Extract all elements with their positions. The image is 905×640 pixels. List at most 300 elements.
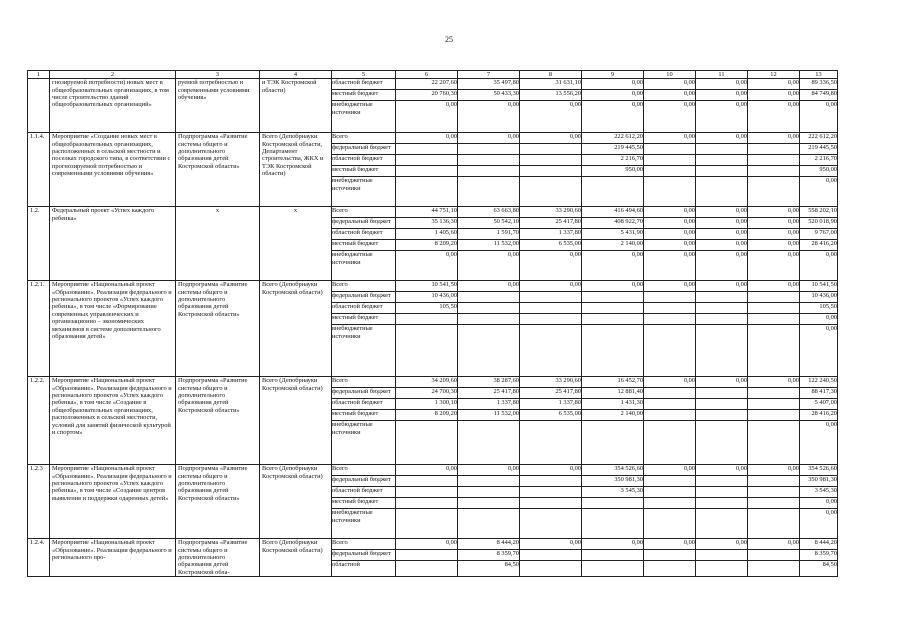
amount-c12-value [748, 399, 800, 410]
amount-c10 [644, 133, 696, 207]
amount-c7-value: 0,00 [458, 133, 520, 144]
amount-c6-value [396, 561, 458, 571]
amount-c11-value: 0,00 [696, 79, 748, 90]
amount-c8-value: 6 535,00 [520, 410, 582, 421]
amount-c13 [800, 207, 838, 281]
amount-c8-value [520, 166, 582, 177]
amount-c11-value: 0,00 [735, 251, 747, 259]
amount-c13-value: 122 240,50 [800, 377, 838, 388]
page-number: 25 [445, 35, 453, 44]
amount-c11-value [696, 476, 748, 487]
amount-c11-value: 0,00 [696, 218, 748, 229]
amount-c9 [582, 79, 644, 133]
funding-source-value: областной бюджет [332, 229, 396, 240]
funding-source-value: федеральный бюджет [332, 476, 396, 487]
amount-c8-value: 0,00 [569, 251, 581, 259]
funding-source [332, 539, 396, 577]
amount-c9 [582, 377, 644, 465]
amount-c13-value: 88 417,30 [800, 388, 838, 399]
amount-c8 [520, 377, 582, 465]
funding-source-value: местный бюджет [332, 90, 396, 101]
amount-c8-value: 1 337,80 [520, 399, 582, 410]
amount-c8-value: 0,00 [520, 281, 582, 292]
amount-c7 [458, 133, 520, 207]
amount-c8-value: 0,00 [520, 539, 582, 550]
activity-name: Мероприятие «Национальный проект «Образование». Реализация федерального и регионального проектов «Успех каждого ребенка», в том числе «Создание центров выявления и поддержки одаренных детей» [50, 465, 176, 539]
amount-c9-value: 2 140,00 [582, 410, 644, 421]
row-number: 1.2.2. [28, 377, 50, 465]
executor-name: Всего (Депобрнауки Костромской области) [260, 281, 332, 377]
amount-c6-value: 105,50 [396, 303, 458, 314]
amount-c10-value [644, 421, 696, 431]
amount-c11-value: 0,00 [696, 133, 748, 144]
amount-c12-value [748, 155, 800, 166]
column-number: 12 [748, 71, 800, 79]
amount-c9-value: 0,00 [582, 539, 644, 550]
amount-c8-value [520, 292, 582, 303]
amount-c11-value [696, 325, 748, 335]
amount-c7-value [458, 177, 520, 187]
amount-c6 [396, 377, 458, 465]
amount-c11-value [696, 388, 748, 399]
amount-c12-value [748, 144, 800, 155]
amount-c9-value [582, 303, 644, 314]
amount-c9-value: 0,00 [582, 281, 644, 292]
amount-c12 [748, 377, 800, 465]
amount-c7-value: 0,00 [458, 281, 520, 292]
amount-c13-value: 28 416,20 [800, 410, 838, 421]
amount-c12-value: 0,00 [748, 207, 800, 218]
amount-c13-value: 222 612,20 [800, 133, 838, 144]
amount-c11-value [696, 509, 748, 519]
amount-c13-value: 520 018,90 [800, 218, 838, 229]
amount-c6-value: 1 300,10 [396, 399, 458, 410]
amount-c12-value [748, 561, 800, 571]
amount-c6-value [396, 144, 458, 155]
row-number: 1.2.4. [28, 539, 50, 577]
executor-name: Всего (Депобрнауки Костромской области) [260, 539, 332, 577]
amount-c10-value: 0,00 [644, 377, 696, 388]
amount-c9-value: 0,00 [631, 251, 643, 259]
amount-c8-value: 25 417,80 [520, 218, 582, 229]
amount-c8-value [520, 487, 582, 498]
amount-c9-value [582, 314, 644, 325]
funding-source [332, 465, 396, 539]
amount-c10-value [644, 292, 696, 303]
amount-c8-value [520, 325, 582, 335]
amount-c13 [800, 281, 838, 377]
amount-c11-value [696, 550, 748, 561]
amount-c6-value: 10 541,50 [396, 281, 458, 292]
amount-c7-value [458, 476, 520, 487]
executor-name: Всего (Депобрнауки Костромской области) [260, 377, 332, 465]
amount-c12-value [748, 487, 800, 498]
amount-c13-value: 219 445,50 [800, 144, 838, 155]
amount-c13 [800, 465, 838, 539]
amount-c7-value [458, 303, 520, 314]
amount-c6 [396, 133, 458, 207]
amount-c9-value [582, 561, 644, 571]
amount-c8-value [520, 550, 582, 561]
amount-c13-value: 84,50 [822, 561, 837, 569]
amount-c8-value [520, 421, 582, 431]
amount-c6-value: 34 209,60 [396, 377, 458, 388]
table-row [28, 465, 838, 539]
amount-c12-value: 0,00 [748, 90, 800, 101]
funding-source [332, 79, 396, 133]
amount-c6-value: 0,00 [445, 251, 457, 259]
amount-c7 [458, 377, 520, 465]
amount-c9-value: 3 545,30 [582, 487, 644, 498]
amount-c11 [696, 79, 748, 133]
amount-c11-value [696, 155, 748, 166]
amount-c6-value [396, 421, 458, 431]
amount-c11-value [696, 487, 748, 498]
amount-c8-value: 31 631,10 [520, 79, 582, 90]
amount-c10-value: 0,00 [644, 539, 696, 550]
funding-source-value: местный бюджет [332, 240, 396, 251]
amount-c8-value: 0,00 [520, 465, 582, 476]
table-row [28, 207, 838, 281]
amount-c13-value: 0,00 [825, 509, 837, 517]
amount-c13-value: 950,00 [800, 166, 838, 177]
amount-c10-value [644, 498, 696, 509]
funding-source-value: областной бюджет [332, 79, 396, 90]
amount-c10-value: 0,00 [644, 207, 696, 218]
amount-c10-value [644, 487, 696, 498]
amount-c6 [396, 207, 458, 281]
amount-c11-value: 0,00 [696, 377, 748, 388]
amount-c6-value [396, 476, 458, 487]
program-name: Подпрограмма «Развитие системы общего и дополнительного образования детей Костромской области» [176, 133, 260, 207]
amount-c10-value: 0,00 [644, 90, 696, 101]
amount-c11 [696, 133, 748, 207]
amount-c6-value [396, 314, 458, 325]
amount-c8-value [520, 303, 582, 314]
table-row [28, 377, 838, 465]
amount-c10-value: 0,00 [644, 281, 696, 292]
amount-c11-value [696, 410, 748, 421]
funding-source-value: Всего [332, 465, 396, 476]
amount-c13-value: 10 436,00 [800, 292, 838, 303]
amount-c13-value: 350 981,30 [800, 476, 838, 487]
amount-c8 [520, 281, 582, 377]
amount-c9 [582, 539, 644, 577]
column-number: 10 [644, 71, 696, 79]
amount-c6-value [396, 487, 458, 498]
amount-c12-value: 0,00 [748, 465, 800, 476]
amount-c6-value: 8 209,20 [396, 240, 458, 251]
amount-c8-value [520, 561, 582, 571]
amount-c7-value: 8 359,70 [458, 550, 520, 561]
table-row [28, 539, 838, 577]
funding-source-value: местный бюджет [332, 314, 396, 325]
executor-name: Всего (Депобрнауки Костромской области) [260, 465, 332, 539]
amount-c8-value: 0,00 [520, 133, 582, 144]
funding-source-value: внебюджетные источники [332, 251, 373, 266]
funding-source-value: областной бюджет [332, 155, 396, 166]
activity-name: Мероприятие «Национальный проект «Образование». Реализация федерального и регионального проектов «Успех каждого ребенка», в том числе «Формирование современных управленческих и организационно – экономических механизмов в системе дополнительного образования детей» [50, 281, 176, 377]
program-name: Подпрограмма «Развитие системы общего и дополнительного образования детей Костромской обла- [176, 539, 260, 577]
amount-c9-value: 408 922,70 [582, 218, 644, 229]
amount-c13-value: 8 359,70 [800, 550, 838, 561]
funding-source-value: федеральный бюджет [332, 550, 396, 561]
amount-c13 [800, 133, 838, 207]
table-row [28, 281, 838, 377]
amount-c9-value: 1 431,30 [582, 399, 644, 410]
amount-c6-value: 44 751,10 [396, 207, 458, 218]
amount-c10 [644, 207, 696, 281]
amount-c8-value [520, 155, 582, 166]
amount-c8 [520, 539, 582, 577]
amount-c9-value: 12 881,40 [582, 388, 644, 399]
amount-c10 [644, 465, 696, 539]
amount-c9-value [582, 325, 644, 335]
amount-c13 [800, 79, 838, 133]
amount-c8-value: 6 535,00 [520, 240, 582, 251]
amount-c12-value [748, 421, 800, 431]
amount-c12-value [748, 303, 800, 314]
funding-source [332, 281, 396, 377]
amount-c7 [458, 79, 520, 133]
amount-c9-value: 354 526,60 [582, 465, 644, 476]
amount-c8-value [520, 314, 582, 325]
amount-c12-value: 0,00 [748, 133, 800, 144]
funding-source-value: Всего [332, 539, 396, 550]
amount-c13-value: 0,00 [825, 177, 837, 185]
funding-source [332, 133, 396, 207]
amount-c10-value [644, 177, 696, 187]
amount-c6-value: 0,00 [396, 539, 458, 550]
amount-c13-value: 84 749,80 [800, 90, 838, 101]
amount-c7-value [458, 292, 520, 303]
amount-c6-value: 0,00 [396, 133, 458, 144]
amount-c11-value [696, 421, 748, 431]
amount-c7-value: 0,00 [458, 465, 520, 476]
column-number: 13 [800, 71, 838, 79]
amount-c10-value [644, 155, 696, 166]
amount-c13-value: 9 767,00 [800, 229, 838, 240]
amount-c7-value: 1 591,70 [458, 229, 520, 240]
amount-c10-value [644, 476, 696, 487]
amount-c7-value: 1 337,80 [458, 399, 520, 410]
amount-c10-value [644, 410, 696, 421]
amount-c10-value: 0,00 [644, 133, 696, 144]
amount-c6-value [396, 155, 458, 166]
amount-c12-value: 0,00 [787, 101, 799, 109]
amount-c7-value: 25 417,80 [458, 388, 520, 399]
amount-c7-value: 0,00 [507, 101, 519, 109]
amount-c12-value [748, 177, 800, 187]
amount-c7-value [458, 325, 520, 335]
funding-source-value: федеральный бюджет [332, 144, 396, 155]
amount-c7-value: 35 497,80 [458, 79, 520, 90]
amount-c7 [458, 539, 520, 577]
amount-c9 [582, 133, 644, 207]
amount-c11-value: 0,00 [735, 101, 747, 109]
amount-c8-value: 0,00 [569, 101, 581, 109]
amount-c9-value: 416 494,60 [582, 207, 644, 218]
amount-c11 [696, 207, 748, 281]
amount-c12-value [748, 550, 800, 561]
amount-c13-value: 28 416,20 [800, 240, 838, 251]
amount-c11-value: 0,00 [696, 207, 748, 218]
amount-c11 [696, 281, 748, 377]
amount-c7-value: 11 532,00 [458, 410, 520, 421]
amount-c7-value: 63 663,80 [458, 207, 520, 218]
amount-c11-value: 0,00 [696, 240, 748, 251]
amount-c7 [458, 465, 520, 539]
amount-c6-value: 22 207,60 [396, 79, 458, 90]
amount-c11 [696, 465, 748, 539]
amount-c13-value: 5 407,00 [800, 399, 838, 410]
amount-c12-value [748, 388, 800, 399]
amount-c6-value: 20 760,30 [396, 90, 458, 101]
amount-c8-value [520, 144, 582, 155]
amount-c9-value [582, 498, 644, 509]
amount-c13-value: 2 216,70 [800, 155, 838, 166]
amount-c11 [696, 377, 748, 465]
amount-c10-value [644, 166, 696, 177]
activity-name: Федеральный проект «Успех каждого ребенка» [50, 207, 176, 281]
amount-c11-value: 0,00 [696, 465, 748, 476]
funding-source-value: федеральный бюджет [332, 388, 396, 399]
amount-c8 [520, 465, 582, 539]
amount-c10-value [644, 325, 696, 335]
amount-c10 [644, 377, 696, 465]
funding-source-value: местный бюджет [332, 410, 396, 421]
amount-c8-value [520, 509, 582, 519]
executor-name: и ТЭК Костромской области) [260, 79, 332, 133]
amount-c7-value: 50 433,30 [458, 90, 520, 101]
amount-c9-value: 0,00 [582, 79, 644, 90]
amount-c12-value [748, 476, 800, 487]
amount-c7-value: 11 532,00 [458, 240, 520, 251]
amount-c9-value: 219 445,50 [582, 144, 644, 155]
amount-c10 [644, 79, 696, 133]
funding-source-value: местный бюджет [332, 166, 396, 177]
amount-c9-value: 2 140,00 [582, 240, 644, 251]
amount-c13-value: 0,00 [825, 421, 837, 429]
amount-c12-value [748, 410, 800, 421]
amount-c10-value [644, 399, 696, 410]
amount-c13-value: 0,00 [825, 325, 837, 333]
program-name: Подпрограмма «Развитие системы общего и дополнительного образования детей Костромской области» [176, 465, 260, 539]
program-name: руемой потребностью и современными условиями обучения» [176, 79, 260, 133]
column-number: 11 [696, 71, 748, 79]
amount-c10-value [644, 509, 696, 519]
amount-c10 [644, 281, 696, 377]
amount-c10-value: 0,00 [644, 218, 696, 229]
column-number: 1 [28, 71, 50, 79]
amount-c12-value: 0,00 [748, 79, 800, 90]
amount-c13 [800, 539, 838, 577]
amount-c13-value: 89 336,50 [800, 79, 838, 90]
amount-c9-value: 0,00 [582, 90, 644, 101]
funding-source [332, 207, 396, 281]
amount-c7-value: 38 287,60 [458, 377, 520, 388]
amount-c12 [748, 539, 800, 577]
amount-c7-value [458, 155, 520, 166]
amount-c9 [582, 465, 644, 539]
amount-c13-value: 0,00 [800, 314, 838, 325]
amount-c12 [748, 465, 800, 539]
amount-c6 [396, 281, 458, 377]
amount-c9-value: 0,00 [631, 101, 643, 109]
amount-c12-value: 0,00 [748, 377, 800, 388]
row-number [28, 79, 50, 133]
amount-c13-value: 3 545,30 [800, 487, 838, 498]
amount-c6 [396, 465, 458, 539]
table-row [28, 133, 838, 207]
amount-c7-value [458, 314, 520, 325]
amount-c7-value [458, 144, 520, 155]
amount-c8-value: 1 337,80 [520, 229, 582, 240]
executor-name: х [260, 207, 332, 281]
funding-source-value: областной бюджет [332, 303, 396, 314]
amount-c11-value [696, 303, 748, 314]
column-number: 7 [458, 71, 520, 79]
amount-c8 [520, 207, 582, 281]
program-name: Подпрограмма «Развитие системы общего и дополнительного образования детей Костромской области» [176, 281, 260, 377]
amount-c12 [748, 79, 800, 133]
amount-c6-value [396, 166, 458, 177]
amount-c9-value: 222 612,20 [582, 133, 644, 144]
amount-c8-value [520, 177, 582, 187]
amount-c9-value [582, 177, 644, 187]
amount-c7-value [458, 421, 520, 431]
amount-c11-value [696, 314, 748, 325]
amount-c6-value: 0,00 [396, 465, 458, 476]
amount-c6-value: 8 209,20 [396, 410, 458, 421]
amount-c10-value: 0,00 [644, 79, 696, 90]
amount-c11-value: 0,00 [696, 90, 748, 101]
amount-c8-value: 33 290,60 [520, 377, 582, 388]
funding-source-value: областной бюджет [332, 399, 396, 410]
amount-c7-value [458, 487, 520, 498]
amount-c8-value: 25 417,80 [520, 388, 582, 399]
amount-c8 [520, 133, 582, 207]
amount-c10-value [644, 550, 696, 561]
amount-c10-value: 0,00 [683, 101, 695, 109]
amount-c12-value: 0,00 [748, 218, 800, 229]
amount-c9-value: 5 431,90 [582, 229, 644, 240]
column-number: 2 [50, 71, 176, 79]
amount-c13-value: 354 526,60 [800, 465, 838, 476]
amount-c11-value [696, 399, 748, 410]
amount-c11-value [696, 498, 748, 509]
column-number: 9 [582, 71, 644, 79]
amount-c10-value: 0,00 [644, 465, 696, 476]
funding-source-value: внебюджетные источники [332, 177, 373, 192]
amount-c6-value: 24 700,30 [396, 388, 458, 399]
amount-c6-value: 10 436,00 [396, 292, 458, 303]
funding-source-value: федеральный бюджет [332, 218, 396, 229]
amount-c9-value [582, 292, 644, 303]
amount-c12 [748, 133, 800, 207]
executor-name: Всего (Депобрнауки Костромской области, Департамент строительства, ЖКХ и ТЭК Костромской области) [260, 133, 332, 207]
amount-c8 [520, 79, 582, 133]
amount-c6-value: 1 405,60 [396, 229, 458, 240]
column-number: 5 [332, 71, 396, 79]
amount-c11-value [696, 166, 748, 177]
amount-c10-value: 0,00 [683, 251, 695, 259]
amount-c13-value: 0,00 [825, 101, 837, 109]
amount-c10-value [644, 561, 696, 571]
amount-c7-value: 0,00 [507, 251, 519, 259]
amount-c11-value [696, 292, 748, 303]
amount-c6-value [396, 550, 458, 561]
